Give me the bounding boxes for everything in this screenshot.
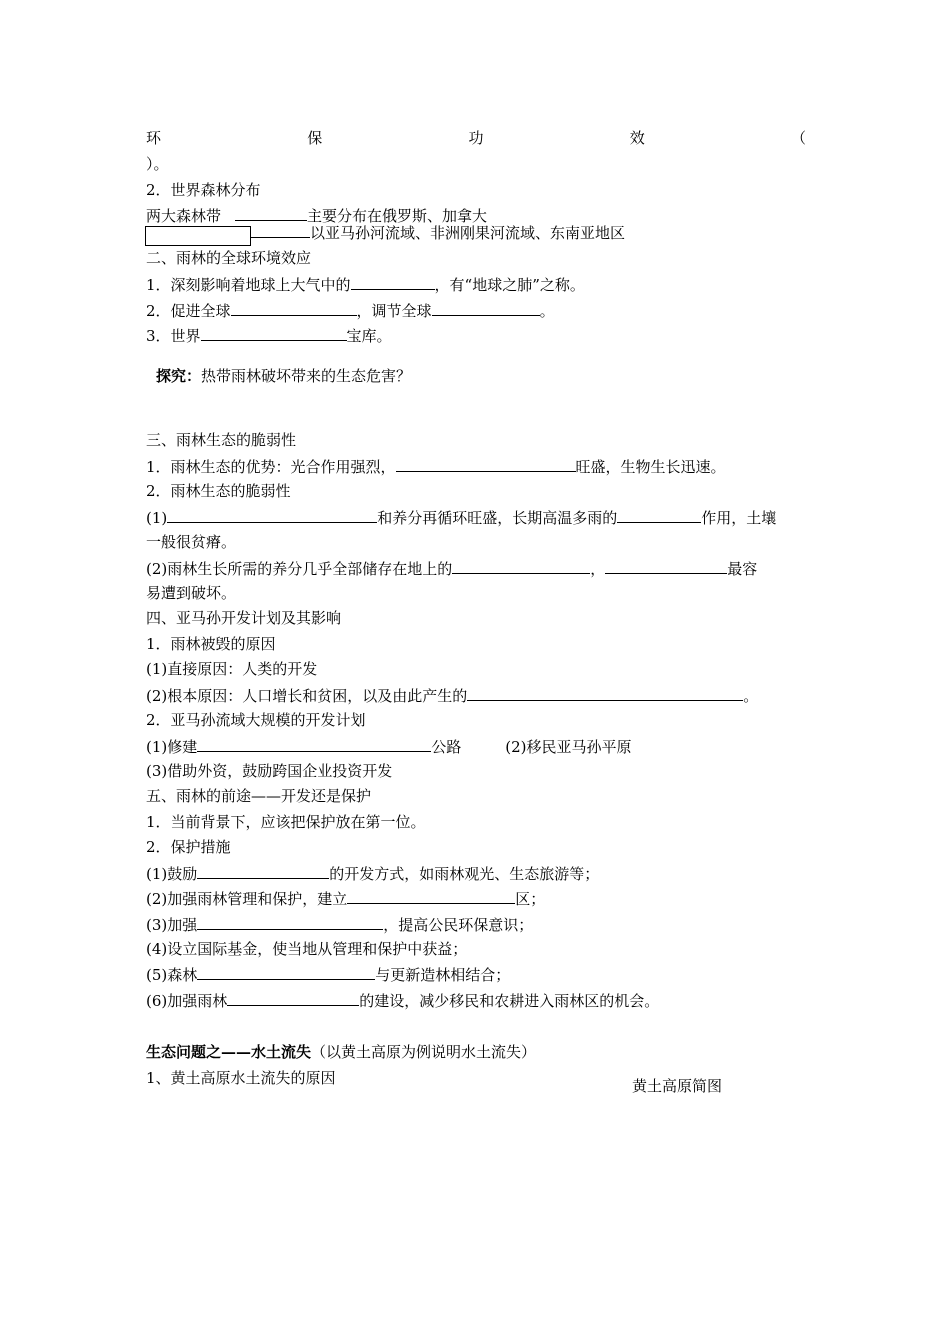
amazon-5: (1)修建 公路 (2)移民亚马孙平原 (146, 738, 632, 756)
amazon-1: 1．雨林被毁的原因 (146, 635, 276, 653)
belt-bracket-box (145, 226, 251, 246)
forest-belt-2 (250, 222, 625, 242)
blank[interactable] (396, 456, 576, 472)
heading-3: 三、雨林生态的脆弱性 (146, 431, 297, 449)
effect-1: 1．深刻影响着地球上大气中的 ，有“地球之肺”之称。 (146, 276, 585, 294)
blank[interactable] (197, 736, 431, 752)
soil-title-bold: 生态问题之——水土流失 (146, 1043, 312, 1061)
explore-label: 探究： (156, 367, 202, 385)
belt1-text: 主要分布在俄罗斯、加拿大 (307, 207, 488, 225)
protect-4: (2)加强雨林管理和保护，建立 区； (146, 890, 546, 908)
line-env-char: 效 (629, 129, 645, 147)
effect-2: 2．促进全球 ，调节全球 。 (146, 302, 555, 320)
loess-plateau-map-caption: 黄土高原简图 (632, 1077, 723, 1095)
protect-7: (5)森林 与更新造林相结合； (146, 966, 511, 984)
blank[interactable] (250, 222, 310, 238)
blank[interactable] (197, 964, 375, 980)
blank[interactable] (605, 558, 727, 574)
line-env-end: ）。 (146, 155, 169, 173)
protect-3: (1)鼓励 的开发方式，如雨林观光、生态旅游等； (146, 865, 600, 883)
blank[interactable] (167, 507, 377, 523)
line-env-char: 保 (307, 129, 323, 147)
environment-effect-line (146, 128, 806, 148)
blank[interactable] (617, 507, 701, 523)
fragility-2: 2．雨林生态的脆弱性 (146, 482, 291, 500)
blank[interactable] (347, 888, 515, 904)
fragility-1: 1．雨林生态的优势：光合作用强烈， 旺盛，生物生长迅速。 (146, 458, 726, 476)
amazon-4: 2．亚马孙流域大规模的开发计划 (146, 711, 366, 729)
belt2-text: 以亚马孙河流域、非洲刚果河流域、东南亚地区 (310, 224, 626, 242)
blank[interactable] (235, 205, 307, 221)
protect-1: 1．当前背景下，应该把保护放在第一位。 (146, 813, 426, 831)
protect-6: (4)设立国际基金，使当地从管理和保护中获益； (146, 940, 468, 958)
amazon-6: (3)借助外资，鼓励跨国企业投资开发 (146, 762, 393, 780)
amazon-3: (2)根本原因：人口增长和贫困，以及由此产生的 。 (146, 687, 759, 705)
fragility-4: 一般很贫瘠。 (146, 533, 237, 551)
line-env-char: 功 (468, 129, 484, 147)
blank[interactable] (432, 300, 540, 316)
protect-8: (6)加强雨林 的建设，减少移民和农耕进入雨林区的机会。 (146, 992, 660, 1010)
blank[interactable] (467, 685, 743, 701)
explore-text: 热带雨林破坏带来的生态危害？ (201, 367, 412, 385)
blank[interactable] (197, 914, 383, 930)
blank[interactable] (227, 990, 359, 1006)
blank[interactable] (201, 325, 347, 341)
soil-erosion-title (146, 1042, 536, 1062)
fragility-6: 易遭到破坏。 (146, 584, 237, 602)
explore-question (156, 366, 411, 386)
fragility-5: (2)雨林生长所需的养分几乎全部储存在地上的 ， 最容 (146, 560, 758, 578)
blank[interactable] (197, 863, 329, 879)
soil-erosion-1: 1、黄土高原水土流失的原因 (146, 1069, 336, 1087)
heading-4: 四、亚马孙开发计划及其影响 (146, 609, 342, 627)
section-forest-distribution: 2．世界森林分布 (146, 181, 261, 199)
belt-label: 两大森林带 (146, 207, 222, 225)
soil-title-rest: （以黄土高原为例说明水土流失） (311, 1043, 537, 1061)
amazon-2: (1)直接原因：人类的开发 (146, 660, 318, 678)
blank[interactable] (452, 558, 590, 574)
line-env-char: （ (790, 129, 806, 147)
protect-5: (3)加强 ，提高公民环保意识； (146, 916, 534, 934)
fragility-3: (1) 和养分再循环旺盛，长期高温多雨的 作用，土壤 (146, 509, 777, 527)
heading-2: 二、雨林的全球环境效应 (146, 249, 312, 267)
blank[interactable] (351, 274, 435, 290)
line-env-char: 环 (146, 129, 162, 147)
protect-2: 2．保护措施 (146, 838, 231, 856)
heading-5: 五、雨林的前途——开发还是保护 (146, 787, 372, 805)
effect-3: 3．世界 宝库。 (146, 327, 392, 345)
blank[interactable] (231, 300, 357, 316)
